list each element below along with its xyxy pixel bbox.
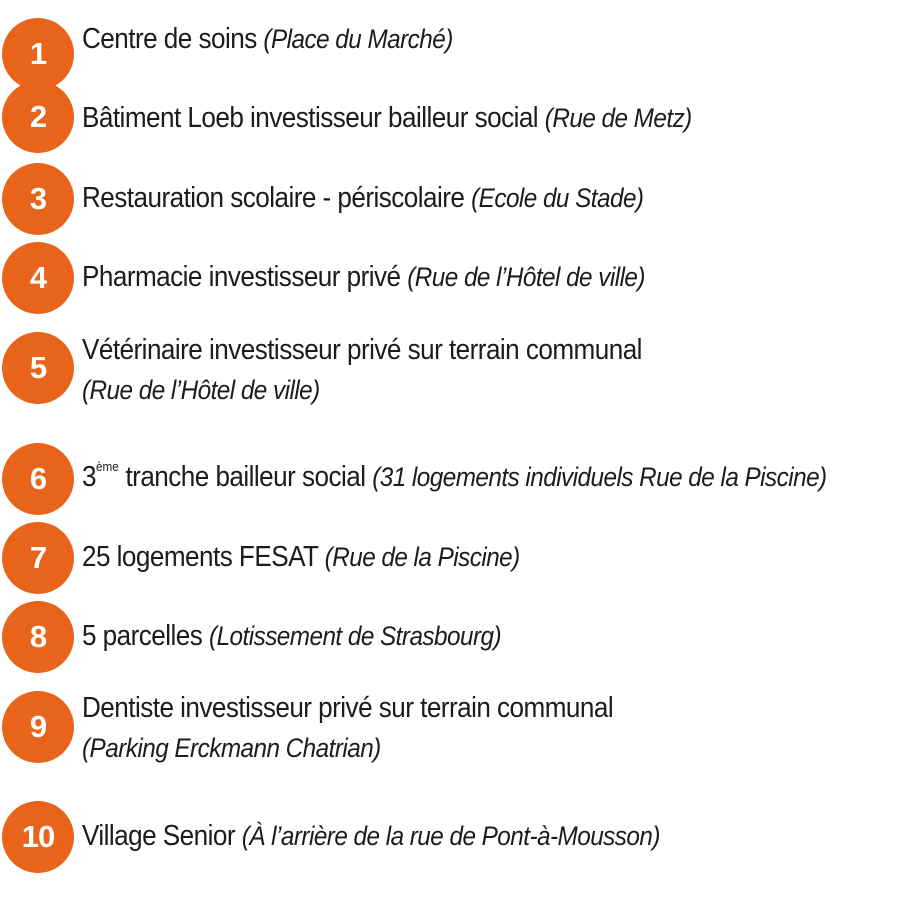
item-text	[82, 688, 613, 768]
item-title: Village Senior	[82, 820, 236, 852]
item-location: (Rue de Metz)	[544, 103, 692, 133]
item-title: Restauration scolaire - périscolaire	[82, 182, 465, 214]
item-text	[82, 816, 660, 856]
item-text	[82, 330, 642, 410]
item-location: (Lotissement de Strasbourg)	[209, 621, 502, 651]
number-badge: 8	[2, 601, 74, 673]
item-title: Vétérinaire investisseur privé sur terrain communal	[82, 334, 642, 366]
item-text	[82, 616, 501, 656]
item-location: (Place du Marché)	[263, 24, 453, 54]
item-location: (Rue de la Piscine)	[324, 542, 520, 572]
item-title: 25 logements FESAT	[82, 541, 318, 573]
item-title: Centre de soins	[82, 23, 257, 55]
number-badge: 1	[2, 18, 74, 90]
number-badge: 7	[2, 522, 74, 594]
item-text	[82, 98, 692, 138]
item-location: (31 logements individuels Rue de la Piscine)	[372, 462, 827, 492]
number-badge: 9	[2, 691, 74, 763]
item-location: (Rue de l’Hôtel de ville)	[407, 262, 645, 292]
number-badge: 2	[2, 81, 74, 153]
ordinal-superscript: ème	[95, 459, 119, 475]
item-location: (Parking Erckmann Chatrian)	[82, 733, 381, 763]
item-text	[82, 457, 827, 497]
item-title-prefix: 3	[82, 461, 96, 493]
item-title: 5 parcelles	[82, 620, 203, 652]
item-location: (Rue de l’Hôtel de ville)	[82, 375, 320, 405]
number-badge: 3	[2, 163, 74, 235]
item-title: Bâtiment Loeb investisseur bailleur social	[82, 102, 539, 134]
item-title: Pharmacie investisseur privé	[82, 261, 401, 293]
number-badge: 4	[2, 242, 74, 314]
number-badge: 10	[2, 801, 74, 873]
item-title: tranche bailleur social	[125, 461, 366, 493]
item-location: (Ecole du Stade)	[471, 183, 644, 213]
item-text	[82, 537, 520, 577]
item-text	[82, 19, 453, 59]
item-location: (À l’arrière de la rue de Pont-à-Mousson)	[241, 821, 660, 851]
item-text	[82, 257, 645, 297]
item-text	[82, 178, 643, 218]
number-badge: 6	[2, 443, 74, 515]
number-badge: 5	[2, 332, 74, 404]
item-title: Dentiste investisseur privé sur terrain communal	[82, 692, 614, 724]
